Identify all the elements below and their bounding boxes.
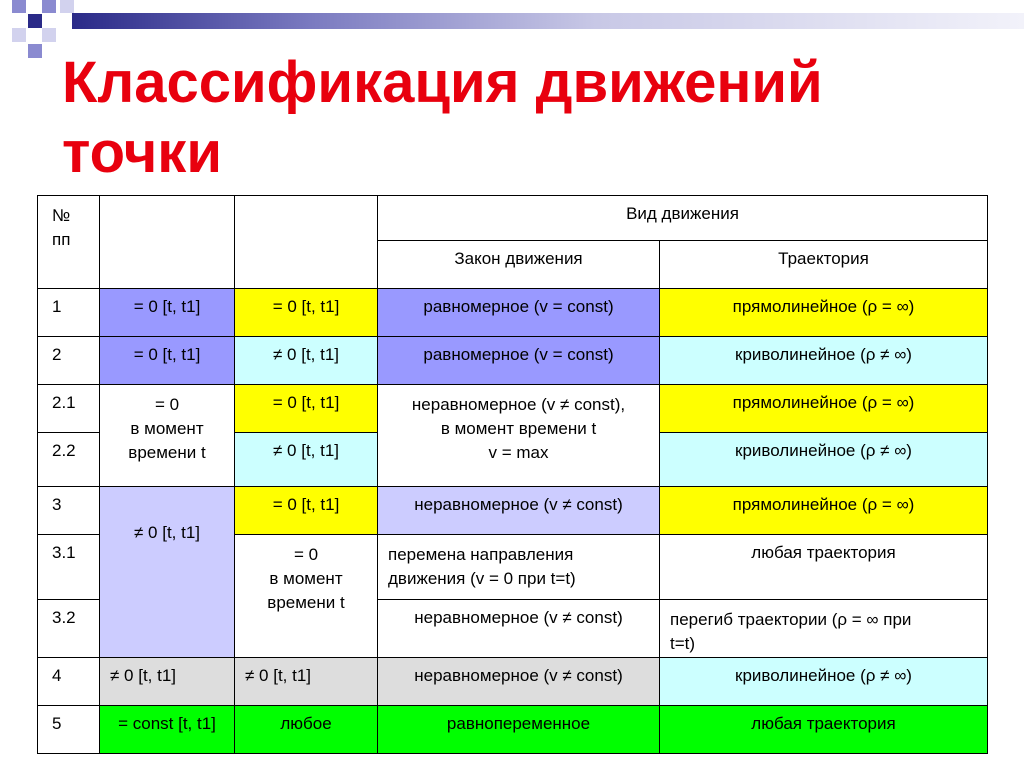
row-number: 3.1 bbox=[38, 535, 100, 600]
title-line-1: Классификация движений bbox=[62, 50, 823, 115]
trajectory: прямолинейное (ρ = ∞) bbox=[660, 289, 988, 337]
trajectory: перегиб траектории (ρ = ∞ при t=t) bbox=[660, 600, 988, 658]
acceleration-condition: любое bbox=[235, 706, 378, 754]
table-row bbox=[38, 487, 988, 535]
table-row bbox=[38, 385, 988, 433]
table-row bbox=[38, 337, 988, 385]
table-row bbox=[38, 289, 988, 337]
trajectory: прямолинейное (ρ = ∞) bbox=[660, 385, 988, 433]
acceleration-condition: = 0 [t, t1] bbox=[235, 289, 378, 337]
trajectory: любая траектория bbox=[660, 535, 988, 600]
header-empty-cell bbox=[235, 196, 378, 289]
velocity-condition: = const [t, t1] bbox=[100, 706, 235, 754]
motion-law: неравномерное (v ≠ const) bbox=[378, 487, 660, 535]
velocity-condition: ≠ 0 [t, t1] bbox=[100, 487, 235, 658]
slide-title bbox=[62, 48, 962, 188]
velocity-condition: = 0 в момент времени t bbox=[100, 385, 235, 487]
acceleration-condition: = 0 в момент времени t bbox=[235, 535, 378, 658]
velocity-condition: = 0 [t, t1] bbox=[100, 289, 235, 337]
header-trajectory-cell: Траектория bbox=[660, 241, 988, 289]
acceleration-condition: ≠ 0 [t, t1] bbox=[235, 658, 378, 706]
trajectory: криволинейное (ρ ≠ ∞) bbox=[660, 658, 988, 706]
velocity-condition: ≠ 0 [t, t1] bbox=[100, 658, 235, 706]
motion-law: неравномерное (v ≠ const) bbox=[378, 600, 660, 658]
top-gradient-bar bbox=[72, 13, 1024, 29]
header-num-cell: № пп bbox=[38, 196, 100, 289]
row-number: 1 bbox=[38, 289, 100, 337]
row-number: 2 bbox=[38, 337, 100, 385]
row-number: 2.1 bbox=[38, 385, 100, 433]
classification-table bbox=[37, 195, 988, 754]
row-number: 5 bbox=[38, 706, 100, 754]
motion-law: равнопеременное bbox=[378, 706, 660, 754]
velocity-condition: = 0 [t, t1] bbox=[100, 337, 235, 385]
acceleration-condition: = 0 [t, t1] bbox=[235, 487, 378, 535]
table-row bbox=[38, 658, 988, 706]
acceleration-condition: ≠ 0 [t, t1] bbox=[235, 337, 378, 385]
row-number: 4 bbox=[38, 658, 100, 706]
motion-law: перемена направления движения (v = 0 при t=t) bbox=[378, 535, 660, 600]
trajectory: криволинейное (ρ ≠ ∞) bbox=[660, 337, 988, 385]
header-law-cell: Закон движения bbox=[378, 241, 660, 289]
row-number: 3.2 bbox=[38, 600, 100, 658]
trajectory: прямолинейное (ρ = ∞) bbox=[660, 487, 988, 535]
title-line-2: точки bbox=[62, 120, 222, 185]
motion-law: равномерное (v = const) bbox=[378, 289, 660, 337]
acceleration-condition: ≠ 0 [t, t1] bbox=[235, 433, 378, 487]
row-number: 2.2 bbox=[38, 433, 100, 487]
header-empty-cell bbox=[100, 196, 235, 289]
trajectory: любая траектория bbox=[660, 706, 988, 754]
trajectory: криволинейное (ρ ≠ ∞) bbox=[660, 433, 988, 487]
motion-law: неравномерное (v ≠ const) bbox=[378, 658, 660, 706]
motion-law: равномерное (v = const) bbox=[378, 337, 660, 385]
table-row bbox=[38, 706, 988, 754]
row-number: 3 bbox=[38, 487, 100, 535]
table-header-row bbox=[38, 196, 988, 241]
motion-law: неравномерное (v ≠ const), в момент времени t v = max bbox=[378, 385, 660, 487]
acceleration-condition: = 0 [t, t1] bbox=[235, 385, 378, 433]
header-group-cell: Вид движения bbox=[378, 196, 988, 241]
